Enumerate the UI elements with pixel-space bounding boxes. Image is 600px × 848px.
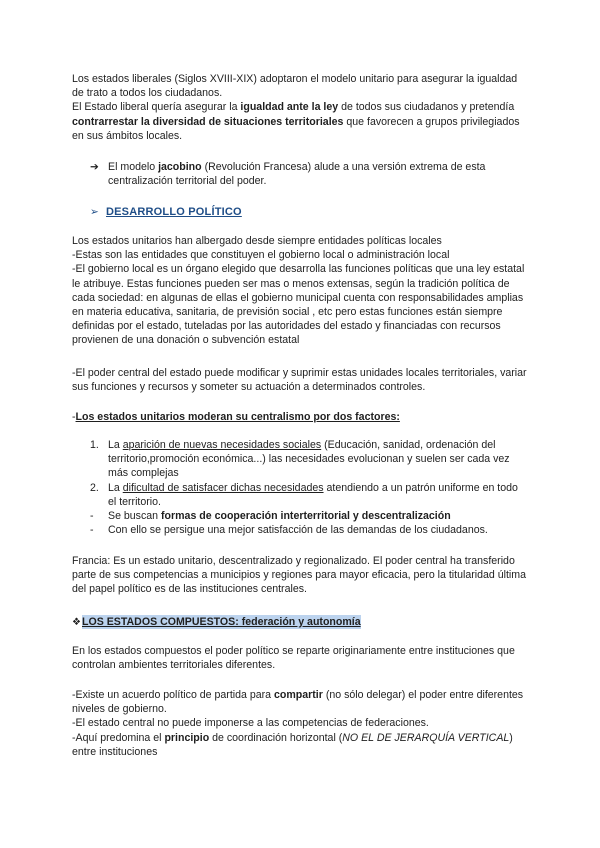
poder-central-text: -El poder central del estado puede modificar y suprimir estas unidades locales territoriales, variar sus funciones y recursos y someter su actuación a determinados controles. <box>72 367 527 394</box>
compuestos-title: LOS ESTADOS COMPUESTOS: federación y autonomía <box>82 616 361 628</box>
text-run: -Aquí predomina el <box>72 731 165 744</box>
text-run: Con ello se persigue una mejor satisfacción de las demandas de los ciudadanos. <box>108 524 488 537</box>
text-run: La <box>108 439 123 451</box>
diamond-bullet-icon: ❖ <box>72 617 81 628</box>
compuestos-paragraph <box>72 644 528 672</box>
text-run: ) entre instituciones <box>72 731 513 758</box>
text-run: La <box>108 481 123 494</box>
text-run: (Educación, sanidad, ordenación del territorio,promoción económica...) las necesidades evolucionan y suelen ser cada vez más complejas <box>108 439 510 480</box>
compuestos-heading <box>72 615 392 630</box>
jacobino-text <box>108 160 520 188</box>
compuestos-point-2: -El estado central no puede imponerse a las competencias de federaciones. <box>72 717 429 730</box>
text-run: de todos sus ciudadanos y pretendía <box>338 101 515 114</box>
francia-text: Francia: Es un estado unitario, descentralizado y regionalizado. El poder central ha transferido parte de sus competencias a municipios y regiones para mayor eficacia, pero la titularidad última del papel político es de las instituciones centrales. <box>72 555 526 596</box>
compuestos-point-1 <box>72 688 528 716</box>
bold-text: contrarrestar la diversidad de situaciones territoriales <box>72 115 344 128</box>
text-run: (Revolución Francesa) alude a una versión extrema de esta centralización territorial del poder. <box>108 161 486 188</box>
list-item <box>90 481 520 509</box>
text-run: de coordinación horizontal ( <box>209 731 343 744</box>
arrow-bullet-icon: ➔ <box>90 161 99 173</box>
intro-section <box>72 72 528 143</box>
text-run: Se buscan <box>108 510 162 523</box>
underlined-text: aparición de nuevas necesidades sociales <box>122 439 322 451</box>
local-line-3: -El gobierno local es un órgano elegido que desarrolla las funciones políticas que una ley estatal le atribuye. Estas funciones pueden ser mas o menos extensas, según la tradición política de cada sociedad: en algunas de ellas el gobierno municipal cuenta con responsabilidades amplias en materia educativa, sanitaria, de previsión social , etc pero estas funciones están siempre definidas por el estado, tuteladas por las autoridades del estado y financiadas con recursos provienen de una donación o subvención estatal <box>72 263 525 347</box>
local-line-1: Los estados unitarios han albergado desde siempre entidades políticas locales <box>72 235 442 247</box>
text-run: El Estado liberal quería asegurar la <box>72 101 241 114</box>
text-run: atendiendo a un patrón uniforme en todo el territorio. <box>108 481 518 508</box>
bold-text: principio <box>164 731 210 744</box>
jacobino-bullet <box>90 160 520 188</box>
italic-text: NO EL DE JERARQUÍA VERTICAL <box>342 731 510 744</box>
local-line-2: -Estas son las entidades que constituyen el gobierno local o administración local <box>72 249 450 262</box>
factors-list <box>90 438 520 537</box>
desarrollo-title: DESARROLLO POLÍTICO <box>106 206 242 218</box>
bold-text: formas de cooperación interterritorial y descentralización <box>161 510 451 523</box>
compuestos-text: En los estados compuestos el poder político se reparte originariamente entre instituciones que controlan ambientes territoriales diferentes. <box>72 645 515 672</box>
bold-text: compartir <box>274 689 323 701</box>
underlined-text: dificultad de satisfacer dichas necesidades <box>122 481 324 494</box>
francia-paragraph <box>72 554 528 597</box>
bold-text: igualdad ante la ley <box>240 101 339 114</box>
intro-paragraph-1: Los estados liberales (Siglos XVIII-XIX) adoptaron el modelo unitario para asegurar la igualdad de trato a todos los ciudadanos. <box>72 73 518 100</box>
moderan-title: Los estados unitarios moderan su centralismo por dos factores: <box>75 411 400 423</box>
text-run: El modelo <box>108 161 159 173</box>
list-item <box>90 523 520 537</box>
text-run: que favorecen a grupos privilegiados en sus ámbitos locales. <box>72 115 520 142</box>
list-number: 1. <box>90 439 99 451</box>
moderan-heading <box>72 410 528 424</box>
list-item <box>90 438 520 481</box>
list-dash: - <box>90 524 94 537</box>
text-run: -Existe un acuerdo político de partida para <box>72 689 274 701</box>
list-number: 2. <box>90 481 99 494</box>
dash-mark: - <box>72 411 76 423</box>
compuestos-points <box>72 688 528 759</box>
desarrollo-heading <box>90 205 290 219</box>
bold-text: jacobino <box>158 161 202 173</box>
text-run: (no sólo delegar) el poder entre diferentes niveles de gobierno. <box>72 689 524 716</box>
poder-central-paragraph <box>72 366 528 394</box>
list-item <box>90 509 520 523</box>
intro-paragraph-2 <box>72 100 528 143</box>
local-government-section <box>72 234 528 348</box>
list-dash: - <box>90 510 94 523</box>
compuestos-point-3 <box>72 731 528 759</box>
arrowhead-bullet-icon: ➢ <box>90 206 99 218</box>
